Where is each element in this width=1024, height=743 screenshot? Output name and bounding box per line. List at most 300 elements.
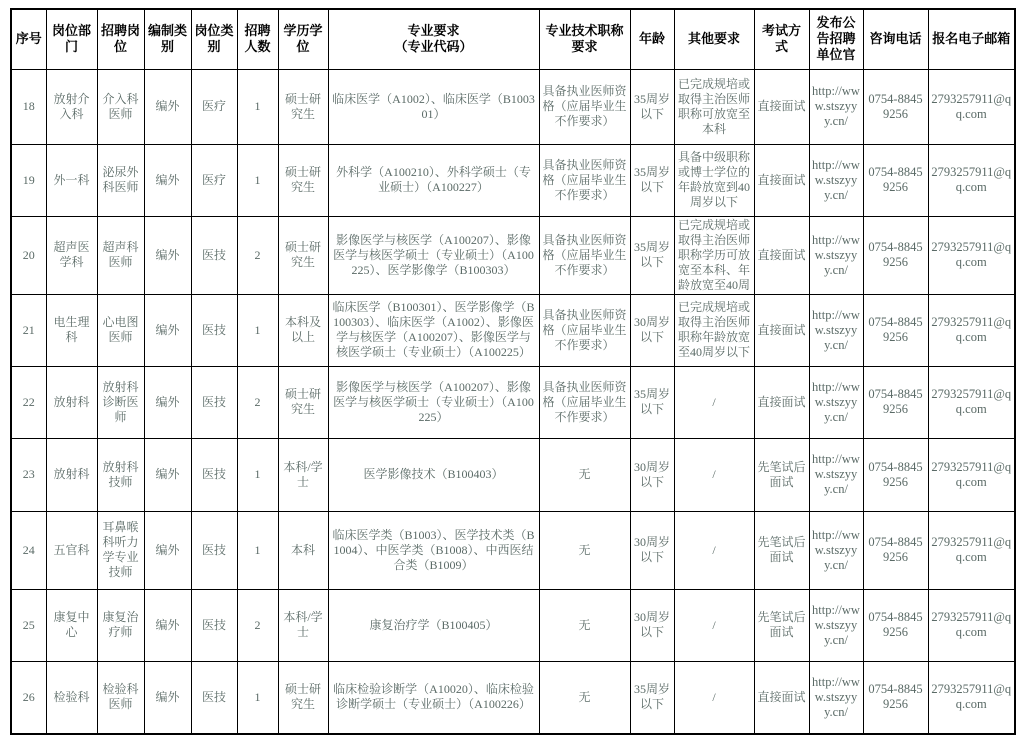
recruitment-table [10,8,1016,735]
cell-position [97,69,144,144]
cell-age [630,589,674,661]
cell-text: 0754-88459256 [868,387,923,416]
cell-age [630,216,674,294]
cell-education [278,69,328,144]
cell-text: 具备执业医师资格（应届毕业生不作要求） [542,157,627,202]
cell-position-category [191,438,237,511]
cell-text: http://www.stszyyy.cn/ [812,232,860,277]
cell-headcount [237,661,278,734]
cell-text: 外科学（A100210）、外科学硕士（专业硕士）（A100227） [336,165,531,194]
cell-text: 编外 [155,617,180,632]
cell-text: 已完成规培或取得主治医师职称学历可放宽至本科、年龄放宽至40周 [677,217,750,292]
cell-text: 编外 [155,394,180,409]
cell-establishment-type [144,661,191,734]
cell-position [97,589,144,661]
cell-exam-method [754,438,809,511]
cell-education [278,294,328,366]
cell-position-category [191,144,237,216]
cell-text: 先笔试后面试 [757,535,806,564]
cell-phone [863,661,928,734]
cell-text: 1 [254,689,261,704]
cell-title-requirement [539,438,630,511]
cell-text: 泌尿外科医师 [102,165,139,194]
cell-text: 2793257911@qq.com [931,240,1012,269]
cell-position-category [191,589,237,661]
cell-age [630,511,674,589]
cell-text: 康复治疗学（B100405） [369,617,498,632]
cell-email [928,69,1015,144]
cell-email [928,294,1015,366]
cell-text: 无 [578,467,591,481]
cell-exam-method [754,511,809,589]
cell-other-requirement [674,366,754,438]
cell-text: 35周岁以下 [633,91,670,121]
cell-other-requirement [674,144,754,216]
cell-text: 直接面试 [757,172,806,187]
cell-text: 先笔试后面试 [757,459,806,489]
cell-text: 先笔试后面试 [757,610,806,639]
cell-exam-method [754,69,809,144]
cell-department [46,69,97,144]
cell-position [97,216,144,294]
cell-text: 编外 [155,172,180,187]
col-header-education: 学历学位 [278,9,328,69]
cell-major-requirement [328,511,539,589]
cell-text: 2793257911@qq.com [931,91,1012,121]
cell-website [809,144,863,216]
cell-establishment-type [144,438,191,511]
cell-index [11,589,46,661]
cell-text: 耳鼻喉科听力学专业技师 [102,520,139,579]
cell-text: 医技 [201,617,226,632]
cell-text: 20 [22,247,35,262]
cell-index [11,144,46,216]
col-header-website: 发布公告招聘单位官 [809,9,863,69]
cell-text: 检验科 [53,689,90,704]
cell-major-requirement [328,661,539,734]
col-header-major-line1: 专业要求 [407,23,460,39]
cell-text: 编外 [155,467,180,481]
cell-text: 影像医学与核医学（A100207）、影像医学与核医学硕士（专业硕士）（A100225） [333,379,534,424]
cell-text: http://www.stszyyy.cn/ [812,674,860,719]
cell-title-requirement [539,661,630,734]
cell-text: 2793257911@qq.com [931,165,1012,194]
cell-title-requirement [539,216,630,294]
table-row [11,661,1015,734]
cell-education [278,438,328,511]
cell-text: 心电图医师 [102,315,139,344]
cell-title-requirement [539,294,630,366]
table-row [11,589,1015,661]
cell-position [97,511,144,589]
cell-headcount [237,144,278,216]
cell-headcount [237,366,278,438]
cell-text: 无 [578,542,591,557]
cell-phone [863,69,928,144]
cell-text: 0754-88459256 [868,459,923,489]
cell-establishment-type [144,294,191,366]
cell-phone [863,294,928,366]
cell-index [11,366,46,438]
cell-major-requirement [328,438,539,511]
cell-email [928,438,1015,511]
cell-email [928,216,1015,294]
cell-text: 本科及以上 [284,315,321,344]
cell-text: 2793257911@qq.com [931,315,1012,344]
cell-text: 2793257911@qq.com [931,459,1012,489]
cell-position-category [191,366,237,438]
col-header-phone: 咨询电话 [863,9,928,69]
cell-text: 35周岁以下 [633,165,670,194]
cell-age [630,661,674,734]
cell-major-requirement [328,589,539,661]
cell-index [11,216,46,294]
col-header-position-category: 岗位类别 [191,9,237,69]
cell-website [809,69,863,144]
cell-text: 30周岁以下 [633,315,670,344]
cell-establishment-type [144,511,191,589]
cell-index [11,511,46,589]
cell-text: 康复治疗师 [102,610,139,639]
col-header-title-requirement: 专业技术职称要求 [539,9,630,69]
cell-text: 医技 [201,542,226,557]
cell-text: / [712,542,716,557]
cell-text: 0754-88459256 [868,682,923,712]
cell-establishment-type [144,144,191,216]
cell-text: 医技 [201,247,226,262]
col-header-index: 序号 [11,9,46,69]
cell-exam-method [754,294,809,366]
cell-text: 25 [22,617,35,632]
cell-text: / [712,394,716,409]
cell-text: 已完成规培或取得主治医师职称可放宽至本科 [677,76,750,136]
cell-text: 编外 [155,247,180,262]
cell-text: 医技 [201,394,226,409]
cell-position-category [191,294,237,366]
cell-text: / [712,689,716,704]
cell-text: 1 [254,172,261,187]
cell-text: 硕士研究生 [284,240,321,269]
cell-text: http://www.stszyyy.cn/ [812,527,860,572]
cell-email [928,366,1015,438]
cell-education [278,216,328,294]
cell-text: 介入科医师 [102,91,139,121]
cell-exam-method [754,589,809,661]
cell-text: 18 [22,99,35,113]
cell-website [809,294,863,366]
cell-department [46,366,97,438]
cell-text: 具备中级职称或博士学位的年龄放宽到40周岁以下 [677,150,750,209]
cell-establishment-type [144,589,191,661]
cell-major-requirement [328,294,539,366]
col-header-establishment-type: 编制类别 [144,9,191,69]
cell-position [97,366,144,438]
table-row [11,69,1015,144]
cell-exam-method [754,144,809,216]
cell-text: 30周岁以下 [633,459,670,489]
cell-index [11,438,46,511]
col-header-major-requirement [328,9,539,69]
cell-text: 1 [254,542,261,557]
cell-position [97,294,144,366]
cell-position-category [191,511,237,589]
cell-phone [863,216,928,294]
cell-text: 直接面试 [757,394,806,409]
cell-text: 放射科技师 [102,459,139,489]
cell-other-requirement [674,294,754,366]
cell-phone [863,511,928,589]
cell-exam-method [754,661,809,734]
cell-major-requirement [328,366,539,438]
cell-text: 22 [22,394,35,409]
cell-department [46,511,97,589]
cell-index [11,69,46,144]
cell-text: 电生理科 [53,315,90,344]
cell-position-category [191,661,237,734]
cell-headcount [237,438,278,511]
cell-establishment-type [144,216,191,294]
cell-text: 35周岁以下 [633,387,670,416]
cell-phone [863,438,928,511]
cell-position-category [191,69,237,144]
cell-text: 2793257911@qq.com [931,610,1012,639]
cell-text: 21 [22,322,35,337]
cell-text: 30周岁以下 [633,610,670,639]
cell-text: 0754-88459256 [868,91,923,121]
cell-text: 康复中心 [53,610,90,639]
cell-exam-method [754,366,809,438]
cell-education [278,661,328,734]
cell-text: 硕士研究生 [284,682,321,712]
table-row [11,294,1015,366]
cell-phone [863,144,928,216]
cell-exam-method [754,216,809,294]
cell-headcount [237,294,278,366]
cell-headcount [237,69,278,144]
cell-text: 本科/学士 [283,459,323,489]
cell-text: 0754-88459256 [868,535,923,564]
cell-text: 放射科 [53,467,90,481]
col-header-age: 年龄 [630,9,674,69]
cell-text: 24 [22,542,35,557]
cell-text: 医技 [201,322,226,337]
cell-text: 硕士研究生 [284,91,321,121]
cell-department [46,661,97,734]
cell-text: 具备执业医师资格（应届毕业生不作要求） [542,84,627,128]
cell-text: 0754-88459256 [868,240,923,269]
cell-other-requirement [674,511,754,589]
cell-title-requirement [539,511,630,589]
cell-education [278,511,328,589]
cell-text: 临床医学类（B1003）、医学技术类（B1004）、中医学类（B1008）、中西医结合类（B1009） [332,527,535,572]
cell-text: 2793257911@qq.com [931,535,1012,564]
cell-website [809,216,863,294]
cell-other-requirement [674,438,754,511]
cell-index [11,294,46,366]
cell-text: http://www.stszyyy.cn/ [812,602,860,647]
cell-text: 本科 [290,542,315,557]
col-header-exam-method: 考试方式 [754,9,809,69]
cell-website [809,511,863,589]
cell-title-requirement [539,144,630,216]
cell-text: 直接面试 [757,689,806,704]
cell-text: 直接面试 [757,322,806,337]
cell-text: 35周岁以下 [633,682,670,712]
cell-text: 2793257911@qq.com [931,682,1012,712]
cell-major-requirement [328,216,539,294]
cell-department [46,438,97,511]
col-header-major-line2: （专业代码） [394,39,473,55]
cell-text: 编外 [155,689,180,704]
cell-phone [863,589,928,661]
cell-establishment-type [144,69,191,144]
cell-text: 影像医学与核医学（A100207）、影像医学与核医学硕士（专业硕士）（A100225）、医学影像学（B100303） [333,232,534,277]
cell-establishment-type [144,366,191,438]
cell-text: 医疗 [201,172,226,187]
cell-text: 超声科医师 [102,240,139,269]
cell-text: 放射介入科 [53,91,90,121]
cell-text: / [712,617,716,632]
col-header-position: 招聘岗位 [97,9,144,69]
table-row [11,511,1015,589]
cell-text: 2 [254,617,261,632]
cell-text: 35周岁以下 [633,240,670,269]
cell-text: 医技 [201,467,226,481]
cell-age [630,366,674,438]
cell-text: 临床医学（A1002）、临床医学（B100301） [332,91,535,121]
cell-major-requirement [328,69,539,144]
cell-phone [863,366,928,438]
cell-text: 五官科 [53,542,90,557]
col-header-department: 岗位部门 [46,9,97,69]
cell-text: http://www.stszyyy.cn/ [812,84,860,128]
col-header-other-requirement: 其他要求 [674,9,754,69]
cell-text: 0754-88459256 [868,165,923,194]
col-header-headcount: 招聘人数 [237,9,278,69]
cell-text: 26 [22,689,35,704]
cell-other-requirement [674,589,754,661]
cell-website [809,366,863,438]
cell-website [809,438,863,511]
cell-text: http://www.stszyyy.cn/ [812,452,860,496]
cell-text: 医疗 [201,99,226,113]
cell-text: 编外 [155,322,180,337]
table-row [11,144,1015,216]
cell-text: 临床检验诊断学（A10020）、临床检验诊断学硕士（专业硕士）（A100226） [333,682,534,712]
cell-headcount [237,216,278,294]
cell-email [928,661,1015,734]
cell-text: 直接面试 [757,247,806,262]
cell-text: 超声医学科 [53,240,90,269]
cell-headcount [237,511,278,589]
cell-department [46,589,97,661]
cell-other-requirement [674,216,754,294]
table-header [11,9,1015,69]
cell-title-requirement [539,366,630,438]
cell-text: 硕士研究生 [284,387,321,416]
cell-text: 23 [22,467,35,481]
cell-text: 医技 [201,689,226,704]
cell-text: / [712,467,716,481]
cell-text: 直接面试 [757,99,806,113]
cell-age [630,144,674,216]
cell-text: http://www.stszyyy.cn/ [812,307,860,352]
col-header-email: 报名电子邮箱 [928,9,1015,69]
cell-website [809,589,863,661]
cell-text: 2 [254,394,261,409]
cell-education [278,144,328,216]
cell-position-category [191,216,237,294]
cell-text: 具备执业医师资格（应届毕业生不作要求） [542,379,627,424]
cell-text: 1 [254,99,261,113]
cell-text: 2 [254,247,261,262]
cell-position [97,438,144,511]
cell-department [46,144,97,216]
cell-text: 具备执业医师资格（应届毕业生不作要求） [542,307,627,352]
cell-text: 无 [578,689,591,704]
cell-department [46,216,97,294]
cell-email [928,589,1015,661]
cell-age [630,438,674,511]
cell-text: 外一科 [53,172,90,187]
cell-title-requirement [539,589,630,661]
cell-text: 1 [254,322,261,337]
cell-email [928,144,1015,216]
cell-text: 医学影像技术（B100403） [363,467,504,481]
cell-text: 0754-88459256 [868,315,923,344]
cell-text: 已完成规培或取得主治医师职称年龄放宽至40周岁以下 [677,300,750,359]
cell-headcount [237,589,278,661]
cell-text: 1 [254,467,261,481]
table-body [11,69,1015,734]
cell-text: http://www.stszyyy.cn/ [812,379,860,424]
cell-education [278,589,328,661]
cell-text: 本科/学士 [283,610,323,639]
cell-text: 0754-88459256 [868,610,923,639]
cell-text: 临床医学（B100301）、医学影像学（B100303）、临床医学（A1002）、影像医学与核医学（A100207）、影像医学与核医学硕士（专业硕士）（A100225） [332,300,535,359]
table-row [11,366,1015,438]
cell-other-requirement [674,661,754,734]
cell-text: 2793257911@qq.com [931,387,1012,416]
cell-text: 编外 [155,99,180,113]
cell-index [11,661,46,734]
cell-text: 硕士研究生 [284,165,321,194]
cell-other-requirement [674,69,754,144]
cell-age [630,294,674,366]
cell-education [278,366,328,438]
cell-text: 编外 [155,542,180,557]
cell-major-requirement [328,144,539,216]
header-row [11,9,1015,69]
cell-email [928,511,1015,589]
cell-position [97,144,144,216]
cell-age [630,69,674,144]
table-row [11,438,1015,511]
cell-department [46,294,97,366]
cell-title-requirement [539,69,630,144]
cell-text: 无 [578,617,591,632]
cell-text: 30周岁以下 [633,535,670,564]
cell-text: http://www.stszyyy.cn/ [812,157,860,202]
cell-website [809,661,863,734]
cell-text: 检验科医师 [102,682,139,712]
cell-text: 放射科 [53,394,90,409]
table-row [11,216,1015,294]
cell-position [97,661,144,734]
cell-text: 19 [22,172,35,187]
cell-text: 具备执业医师资格（应届毕业生不作要求） [542,232,627,277]
cell-text: 放射科诊断医师 [102,379,139,424]
